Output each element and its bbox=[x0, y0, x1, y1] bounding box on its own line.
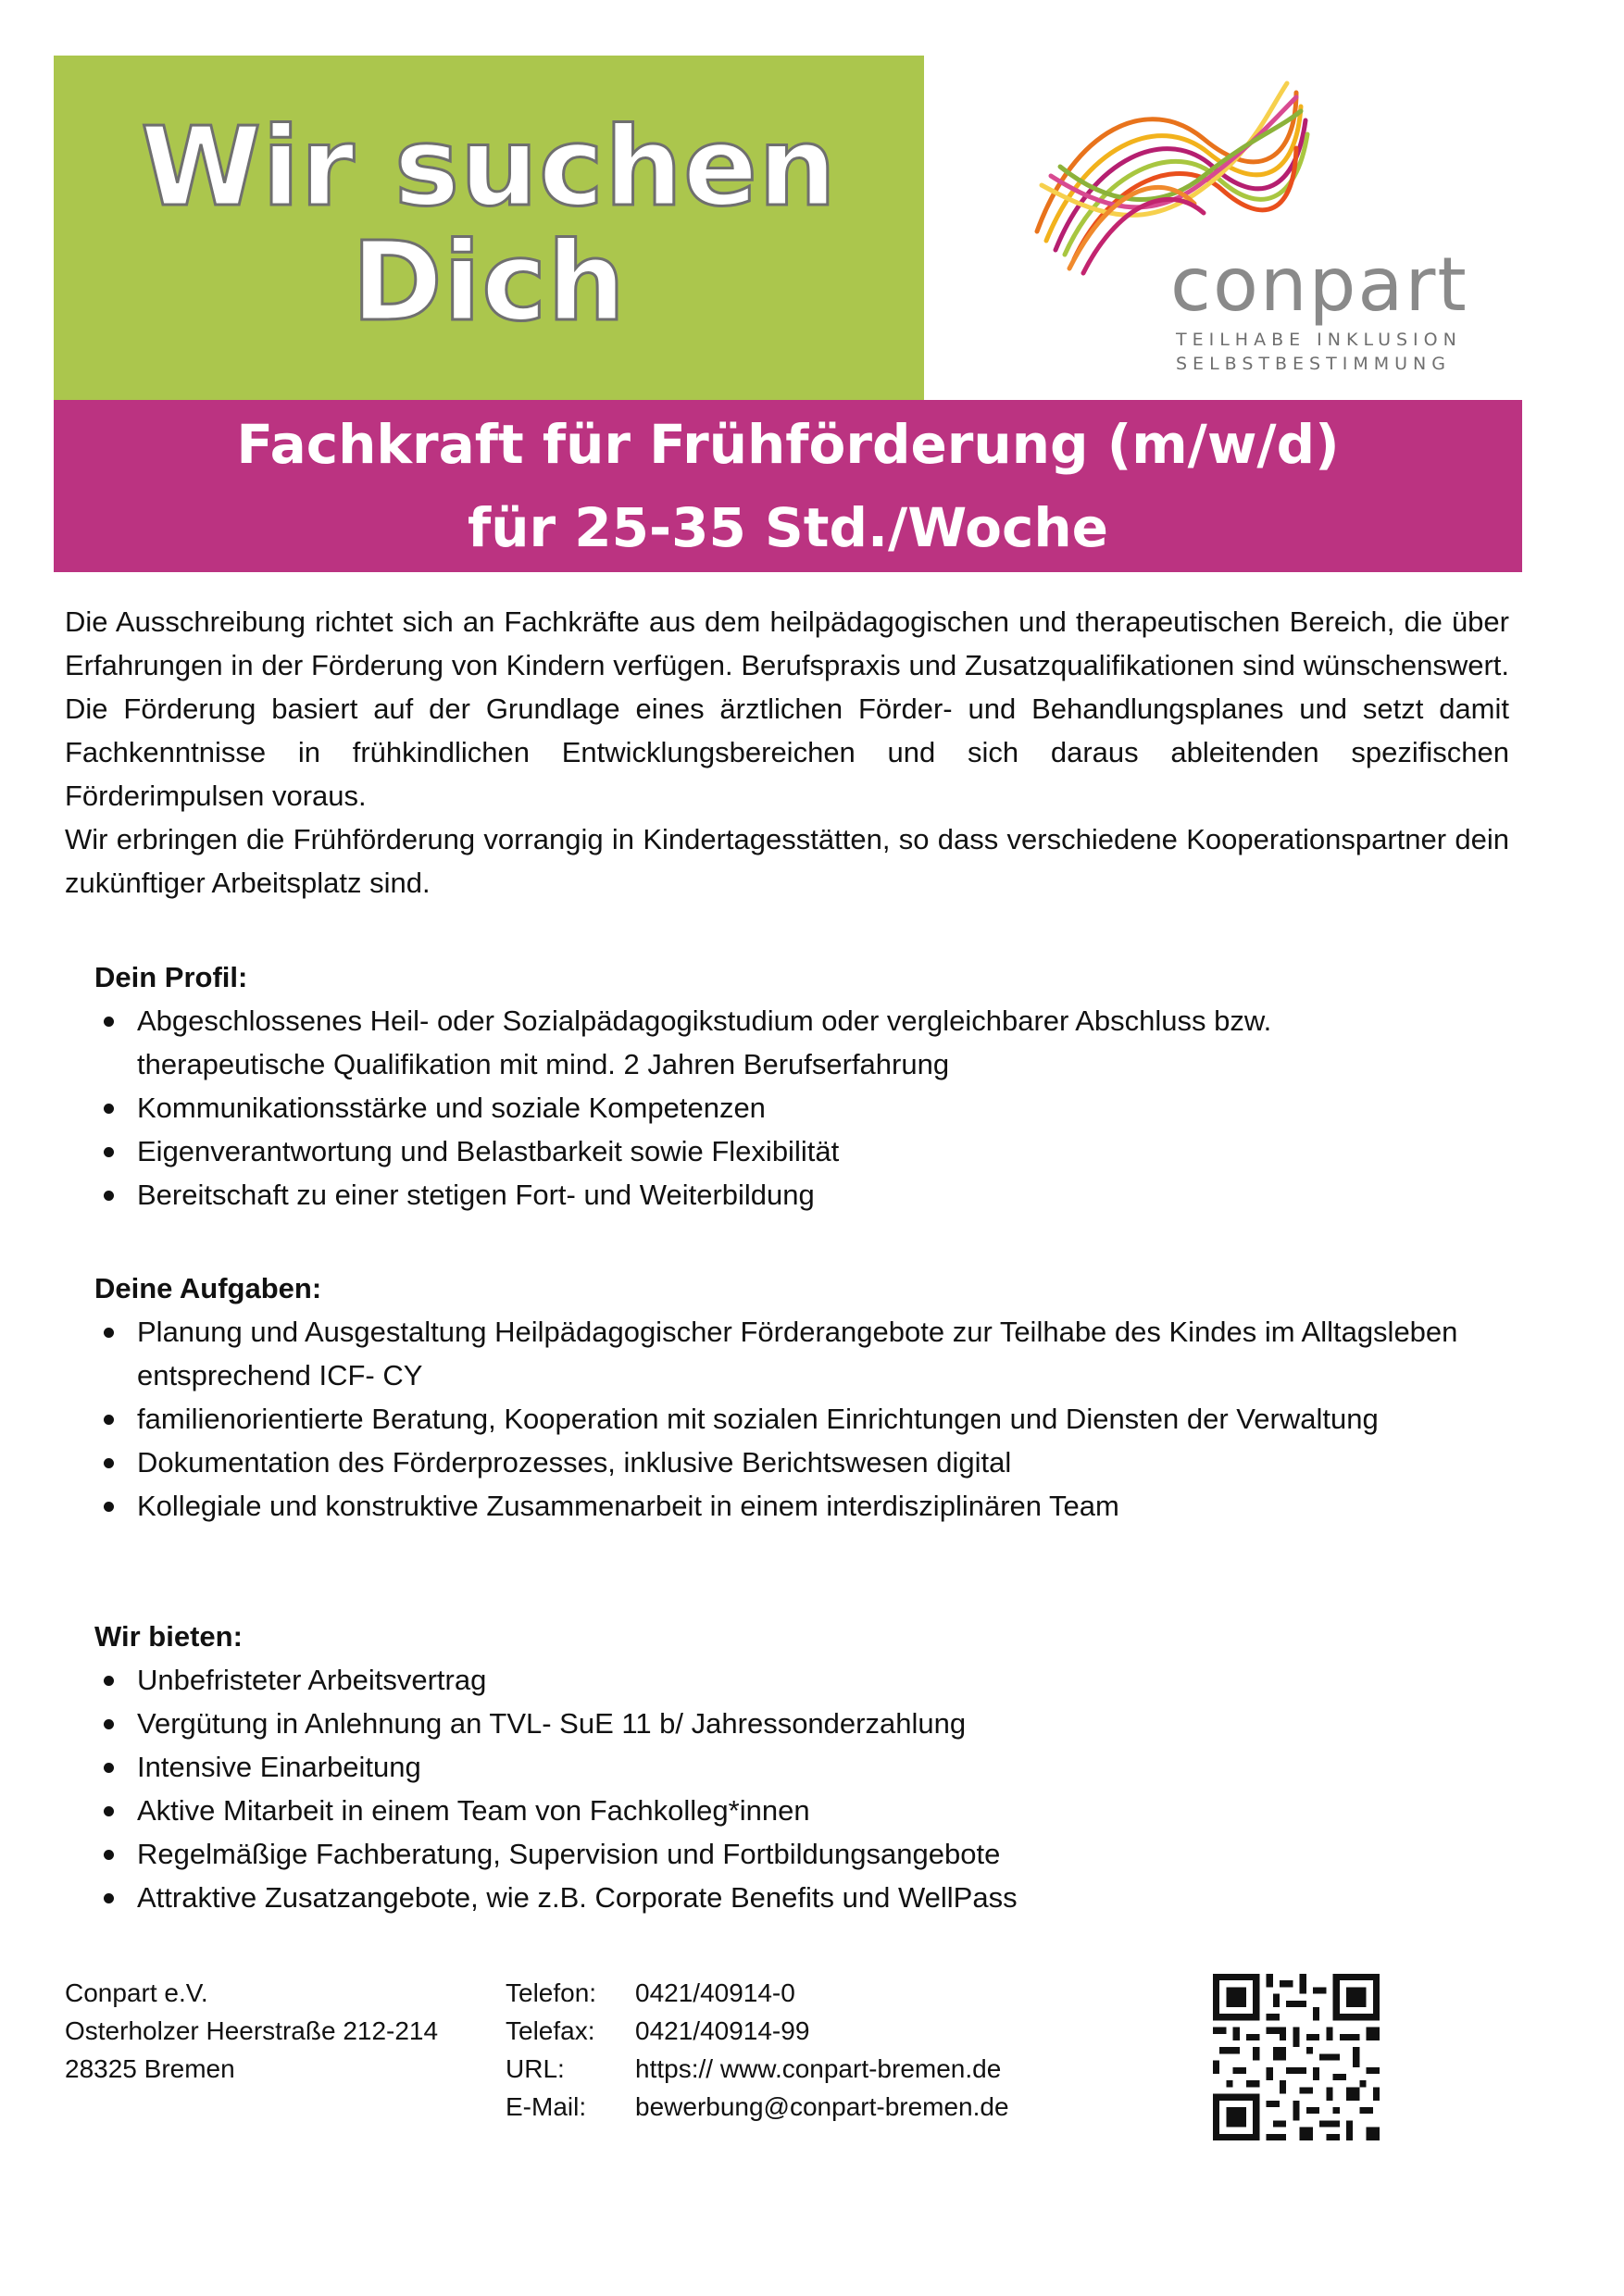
list-item: Unbefristeter Arbeitsvertrag bbox=[94, 1658, 1465, 1702]
phone-value: 0421/40914-0 bbox=[635, 1978, 795, 2007]
list-item: Intensive Einarbeitung bbox=[94, 1745, 1465, 1789]
list-item: Kommunikationsstärke und soziale Kompetenzen bbox=[94, 1086, 1465, 1129]
bullet-icon bbox=[104, 1893, 114, 1903]
bullet-icon bbox=[104, 1104, 114, 1114]
job-title: Fachkraft für Frühförderung (m/w/d) bbox=[236, 413, 1340, 476]
org-name: Conpart e.V. bbox=[65, 1978, 208, 2007]
city: 28325 Bremen bbox=[65, 2054, 235, 2083]
fax-label: Telefax: bbox=[506, 2016, 595, 2045]
url-link[interactable]: https:// www.conpart-bremen.de bbox=[635, 2054, 1002, 2083]
list-item: Attraktive Zusatzangebote, wie z.B. Corporate Benefits und WellPass bbox=[94, 1876, 1465, 1919]
list-item: Eigenverantwortung und Belastbarkeit sowie Flexibilität bbox=[94, 1129, 1465, 1173]
bullet-icon bbox=[104, 1850, 114, 1860]
fax-value: 0421/40914-99 bbox=[635, 2016, 810, 2045]
logo-tagline-1: TEILHABE INKLUSION bbox=[1176, 330, 1462, 350]
benefits-list bbox=[94, 1658, 1465, 1919]
tasks-list bbox=[94, 1310, 1465, 1528]
description-paragraph-1: Die Ausschreibung richtet sich an Fachkräfte aus dem heilpädagogischen und therapeutischen Bereich, die über Erfahrungen in der Förderung von Kindern verfügen. Berufspraxis und Zusatzqualifikationen sind wünschenswert. Die Förderung basiert auf der Grundlage eines ärztlichen Förder- und Behandlungsplanes und setzt damit Fachkenntnisse in frühkindlichen Entwicklungsbereichen und sich daraus ableitenden spezifischen Förderimpulsen voraus. bbox=[65, 605, 1509, 812]
description-paragraph-2: Wir erbringen die Frühförderung vorrangig in Kindertagesstätten, so dass verschiedene Kooperationspartner dein zukünftiger Arbeitsplatz sind. bbox=[65, 823, 1509, 899]
job-description bbox=[65, 600, 1509, 905]
headline-line-1: Wir suchen bbox=[140, 103, 838, 231]
contact-row-email bbox=[506, 2088, 1009, 2126]
job-title-banner bbox=[54, 400, 1522, 572]
headline-banner bbox=[54, 56, 924, 400]
bullet-icon bbox=[104, 1676, 114, 1686]
contact-row-url bbox=[506, 2050, 1009, 2088]
footer-contacts bbox=[506, 1974, 1009, 2126]
profile-heading: Dein Profil: bbox=[94, 961, 248, 993]
list-item: Dokumentation des Förderprozesses, inklusive Berichtswesen digital bbox=[94, 1441, 1465, 1484]
bullet-icon bbox=[104, 1806, 114, 1816]
bullet-icon bbox=[104, 1458, 114, 1468]
bullet-icon bbox=[104, 1719, 114, 1729]
logo-wordmark: conpart bbox=[1170, 242, 1468, 328]
email-label: E-Mail: bbox=[506, 2092, 587, 2121]
bullet-icon bbox=[104, 1147, 114, 1157]
profile-list bbox=[94, 999, 1465, 1217]
list-item: Bereitschaft zu einer stetigen Fort- und Weiterbildung bbox=[94, 1173, 1465, 1217]
street: Osterholzer Heerstraße 212-214 bbox=[65, 2016, 439, 2045]
list-item: Regelmäßige Fachberatung, Supervision und Fortbildungsangebote bbox=[94, 1832, 1465, 1876]
benefits-heading: Wir bieten: bbox=[94, 1620, 243, 1653]
logo-tagline-2: SELBSTBESTIMMUNG bbox=[1176, 354, 1451, 374]
list-item: familienorientierte Beratung, Kooperation mit sozialen Einrichtungen und Diensten der Verwaltung bbox=[94, 1397, 1465, 1441]
contact-row-fax bbox=[506, 2012, 1009, 2050]
phone-label: Telefon: bbox=[506, 1978, 597, 2007]
list-item: Kollegiale und konstruktive Zusammenarbeit in einem interdisziplinären Team bbox=[94, 1484, 1465, 1528]
bullet-icon bbox=[104, 1328, 114, 1338]
bullet-icon bbox=[104, 1763, 114, 1773]
email-link[interactable]: bewerbung@conpart-bremen.de bbox=[635, 2092, 1009, 2121]
list-item: Abgeschlossenes Heil- oder Sozialpädagogikstudium oder vergleichbarer Abschluss bzw. therapeutische Qualifikation mit mind. 2 Jahren Berufserfahrung bbox=[94, 999, 1465, 1086]
qr-code-icon bbox=[1213, 1974, 1380, 2140]
bullet-icon bbox=[104, 1017, 114, 1027]
benefits-section bbox=[94, 1615, 1465, 1919]
bullet-icon bbox=[104, 1415, 114, 1425]
headline-line-2: Dich bbox=[351, 218, 627, 345]
bullet-icon bbox=[104, 1502, 114, 1512]
contact-row-phone bbox=[506, 1974, 1009, 2012]
url-label: URL: bbox=[506, 2054, 565, 2083]
tasks-section bbox=[94, 1267, 1465, 1528]
footer-address bbox=[65, 1974, 438, 2088]
job-hours: für 25-35 Std./Woche bbox=[467, 496, 1108, 559]
bullet-icon bbox=[104, 1191, 114, 1201]
list-item: Vergütung in Anlehnung an TVL- SuE 11 b/ Jahressonderzahlung bbox=[94, 1702, 1465, 1745]
conpart-logo bbox=[1018, 74, 1537, 389]
list-item: Planung und Ausgestaltung Heilpädagogischer Förderangebote zur Teilhabe des Kindes im Alltagsleben entsprechend ICF- CY bbox=[94, 1310, 1465, 1397]
tasks-heading: Deine Aufgaben: bbox=[94, 1272, 322, 1304]
list-item: Aktive Mitarbeit in einem Team von Fachkolleg*innen bbox=[94, 1789, 1465, 1832]
profile-section bbox=[94, 955, 1465, 1217]
